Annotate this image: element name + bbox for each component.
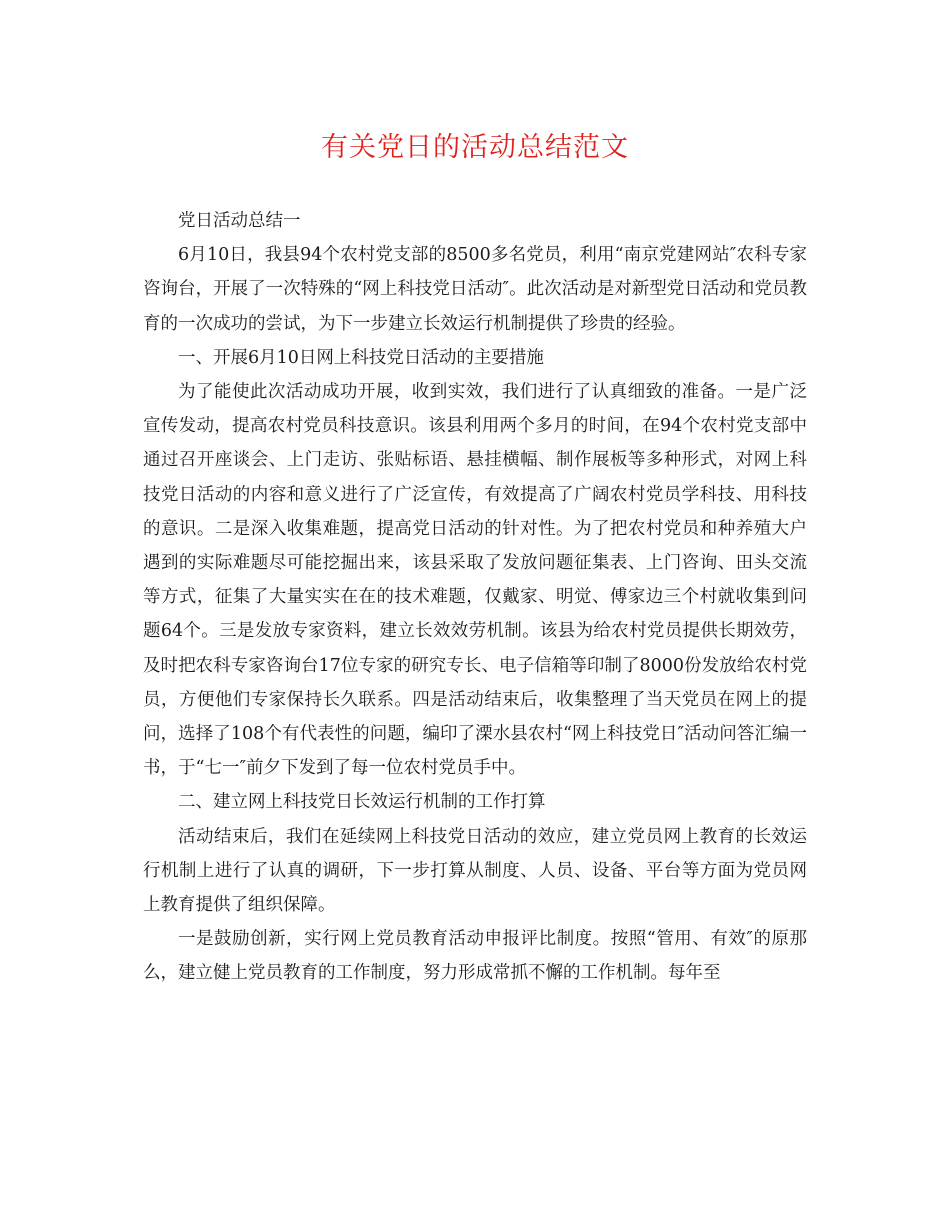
section-heading: 一、开展6月10日网上科技党日活动的主要措施: [178, 347, 544, 368]
paragraph: 为了能使此次活动成功开展，收到实效，我们进行了认真细致的准备。一是广泛宣传发动，提高农村党员科技意识。该县利用两个多月的时间，在94个农村党支部中通过召开座谈会、上门走访、张贴标语、悬挂横幅、制作展板等多种形式，对网上科技党日活动的内容和意义进行了广泛宣传，有效提高了广阔农村党员学科技、用科技的意识。二是深入收集难题，提高党日活动的针对性。为了把农村党员和种养殖大户遇到的实际难题尽可能挖掘出来，该县采取了发放问题征集表、上门咨询、田头交流等方式，征集了大量实实在在的技术难题，仅戴家、明觉、傅家边三个村就收集到问题64个。三是发放专家资料，建立长效效劳机制。该县为给农村党员提供长期效劳，及时把农科专家咨询台17位专家的研究专长、电子信箱等印制了8000份发放给农村党员，方便他们专家保持长久联系。四是活动结束后，收集整理了当天党员在网上的提问，选择了108个有代表性的问题，编印了溧水县农村“网上科技党日″活动问答汇编一书，于“七一″前夕下发到了每一位农村党员手中。: [143, 382, 807, 779]
section-heading: 党日活动总结一: [178, 211, 301, 231]
document-title: 有关党日的活动总结范文: [321, 132, 629, 163]
paragraph: 活动结束后，我们在延续网上科技党日活动的效应，建立党员网上教育的长效运行机制上进行了认真的调研，下一步打算从制度、人员、设备、平台等方面为党员网上教育提供了组织保障。: [143, 826, 807, 916]
document-body: [143, 204, 807, 991]
paragraph: 一是鼓励创新，实行网上党员教育活动申报评比制度。按照“管用、有效″的原那么，建立健上党员教育的工作制度，努力形成常抓不懈的工作机制。每年至: [143, 929, 807, 984]
paragraph: 6月10日，我县94个农村党支部的8500多名党员，利用“南京党建网站″农科专家咨询台，开展了一次特殊的“网上科技党日活动″。此次活动是对新型党日活动和党员教育的一次成功的尝试，为下一步建立长效运行机制提供了珍贵的经验。: [143, 245, 807, 334]
section-heading: 二、建立网上科技党日长效运行机制的工作打算: [178, 792, 546, 813]
